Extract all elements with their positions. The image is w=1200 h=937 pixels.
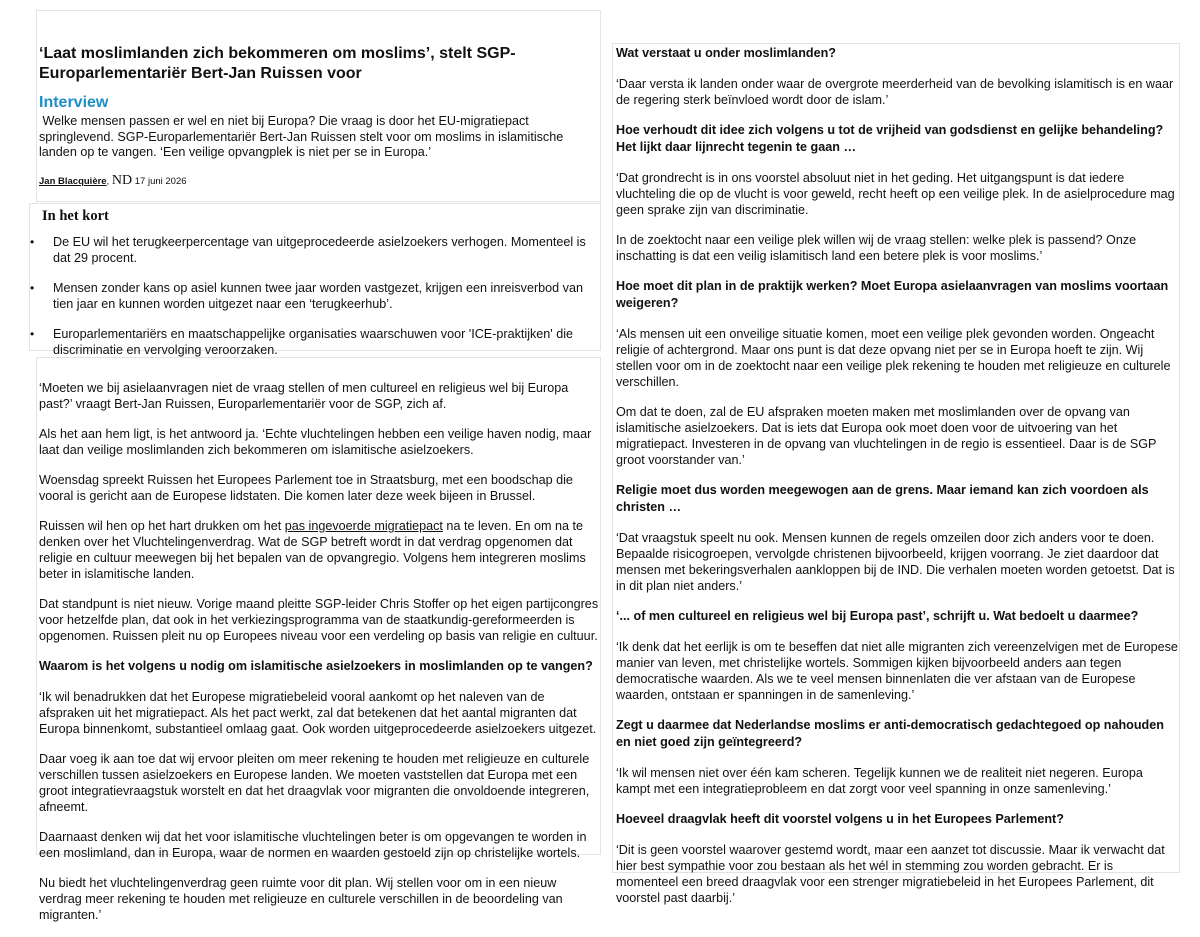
publish-date: 17 juni 2026 [134, 175, 187, 187]
article-header [39, 44, 599, 189]
article-intro: Welke mensen passen er wel en niet bij Europa? Die vraag is door het EU-migratiepact springlevend. SGP-Europarlementariër Bert-Jan Ruissen stelt voor om moslims in islamitische landen op te vangen. ‘Een veilige opvangplek is niet per se in Europa.’ [39, 114, 564, 159]
interview-answer: Om dat te doen, zal de EU afspraken moeten maken met moslimlanden over de opvang van islamitische asielzoekers. Dat is iets dat Europa ook moet doen voor de uitvoering van het migratiepact. Investeren in de opvang van vluchtelingen in de regio is essentieel. Daar is de SGP groot voorstander van.’ [616, 405, 1157, 467]
paragraph: Dat standpunt is niet nieuw. Vorige maand pleitte SGP-leider Chris Stoffer op het eigen partijcongres voor hetzelfde plan, dat ook in het verkiezingsprogramma van de staatkundig-gereformeerden is opgenomen. Ruissen pleit nu op Europees niveau voor een verdeling op basis van religie en cultuur. [39, 597, 599, 643]
interview-answer: Nu biedt het vluchtelingenverdrag geen ruimte voor dit plan. Wij stellen voor om in een nieuw verdrag meer rekening te houden met religieuze en culturele verschillen in de beoordeling van migranten.’ [39, 876, 563, 922]
interview-answer: ‘Dat vraagstuk speelt nu ook. Mensen kunnen de regels omzeilen door zich anders voor te doen. Bepaalde risicogroepen, vervolgde christenen bijvoorbeeld, krijgen voorrang. Je ziet daardoor dat mensen met bekeringsverhalen aankloppen bij de IND. Die verhalen moeten worden getoetst. Dat is in dit plan niet anders.’ [616, 531, 1175, 593]
interview-answer: Daarnaast denken wij dat het voor islamitische vluchtelingen beter is om opgevangen te worden in een moslimland, dan in Europa, waar de normen en waarden gestoeld zijn op christelijke wortels. [39, 830, 587, 860]
byline [39, 173, 599, 189]
summary-list-wrap [30, 234, 596, 372]
migratiepact-link[interactable]: pas ingevoerde migratiepact [284, 519, 443, 533]
summary-item: • Mensen zonder kans op asiel kunnen twee jaar worden vastgezet, krijgen een inreisverbod van tien jaar en kunnen worden uitgezet naar een ‘terugkeerhub’. [30, 281, 583, 311]
interview-answer: ‘Ik wil mensen niet over één kam scheren. Tegelijk kunnen we de realiteit niet negeren. Europa kampt met een integratieprobleem en dat zorgt voor veel spanning in onze samenleving.’ [616, 766, 1143, 796]
paragraph: Als het aan hem ligt, is het antwoord ja. ‘Echte vluchtelingen hebben een veilige haven nodig, maar laat dan veilige moslimlanden zich bekommeren om islamitische asielzoekers. [39, 427, 592, 457]
paragraph: ‘Moeten we bij asielaanvragen niet de vraag stellen of men cultureel en religieus wel bij Europa past?’ vraagt Bert-Jan Ruissen, Europarlementariër voor de SGP, zich af. [39, 381, 569, 411]
interview-question: Hoe verhoudt dit idee zich volgens u tot de vrijheid van godsdienst en gelijke behandeling? Het lijkt daar lijnrecht tegenin te gaan … [616, 123, 1164, 154]
article-title: ‘Laat moslimlanden zich bekommeren om moslims’, stelt SGP-Europarlementariër Bert-Jan Ruissen voor [39, 45, 516, 82]
interview-answer: ‘Ik denk dat het eerlijk is om te beseffen dat niet alle migranten zich vereenzelvigen met de Europese manier van leven, met christelijke wortels. Sommigen kijken bijvoorbeeld anders aan tegen democratische waarden. Als we te veel mensen binnenlaten die ver afstaan van de Europese waarden, ontstaan er spanningen in de samenleving.’ [616, 640, 1178, 702]
left-column [39, 380, 599, 937]
interview-question: Hoeveel draagvlak heeft dit voorstel volgens u in het Europees Parlement? [616, 812, 1064, 826]
paragraph: Ruissen wil hen op het hart drukken om het pas ingevoerde migratiepact na te leven. En om na te denken over het Vluchtelingenverdrag. Wat de SGP betreft wordt in dat verdrag opgenomen dat religie en cultuur meewegen bij het bepalen van de opvangregio. Volgens hem integreren moslims beter in islamitische landen. [39, 519, 586, 581]
bullet-icon: • [30, 327, 35, 341]
summary-item: • Europarlementariërs en maatschappelijke organisaties waarschuwen voor 'ICE-praktijken' die discriminatie en vervolging veroorzaken. [30, 327, 574, 357]
interview-answer: ‘Ik wil benadrukken dat het Europese migratiebeleid vooral aankomt op het naleven van de afspraken uit het migratiepact. Als het pact werkt, zal dat betekenen dat het aantal migranten dat Europa binnenkomt, substantieel omlaag gaat. Ook worden uitgeprocedeerde asielzoekers uitgezet. [39, 690, 597, 736]
interview-question: Wat verstaat u onder moslimlanden? [616, 46, 836, 60]
interview-question: Zegt u daarmee dat Nederlandse moslims er anti-democratisch gedachtegoed op nahouden en niet goed zijn geïntegreerd? [616, 718, 1164, 749]
interview-answer: In de zoektocht naar een veilige plek willen wij de vraag stellen: welke plek is passend? Onze inschatting is dat een veilig islamitisch land een betere plek is voor moslims.’ [616, 233, 1137, 263]
interview-answer: Daar voeg ik aan toe dat wij ervoor pleiten om meer rekening te houden met religieuze en culturele verschillen tussen asielzoekers en Europese landen. We moeten vaststellen dat Europa met een groot integratievraagstuk worstelt en dat het draagvlak voor migranten die onvoldoende integreren, afneemt. [39, 752, 590, 814]
author-link[interactable]: Jan Blacquière [39, 175, 107, 187]
summary-title: In het kort [42, 208, 109, 224]
right-column [616, 45, 1178, 920]
interview-answer: ‘Dit is geen voorstel waarover gestemd wordt, maar een aanzet tot discussie. Maar ik verwacht dat hier best sympathie voor zou bestaan als het wél in stemming zou worden gebracht. Er is momenteel een breed draagvlak voor een strenger migratiebeleid in het Europees Parlement, dit voorstel past daarbij.’ [616, 843, 1165, 905]
summary-section [42, 208, 597, 225]
interview-answer: ‘Als mensen uit een onveilige situatie komen, moet een veilige plek gevonden worden. Ongeacht religie of achtergrond. Maar ons punt is dat deze opvang niet per se in Europa hoeft te zijn. Wij stellen voor om in de zoektocht naar een veilige plek rekening te houden met religieuze en culturele verschillen. [616, 327, 1171, 389]
interview-question: Religie moet dus worden meegewogen aan de grens. Maar iemand kan zich voordoen als christen … [616, 483, 1149, 514]
interview-question: Waarom is het volgens u nodig om islamitische asielzoekers in moslimlanden op te vangen? [39, 659, 593, 673]
bullet-icon: • [30, 235, 35, 249]
byline-separator: , [106, 175, 110, 187]
interview-question: ‘... of men cultureel en religieus wel bij Europa past’, schrijft u. Wat bedoelt u daarmee? [616, 609, 1139, 623]
section-label: Interview [39, 94, 109, 111]
paragraph: Woensdag spreekt Ruissen het Europees Parlement toe in Straatsburg, met een boodschap die vooral is gericht aan de Europese lidstaten. Die komen later deze week bijeen in Brussel. [39, 473, 573, 503]
source-label: ND [111, 172, 133, 188]
interview-question: Hoe moet dit plan in de praktijk werken? Moet Europa asielaanvragen van moslims voortaan weigeren? [616, 279, 1169, 310]
interview-answer: ‘Daar versta ik landen onder waar de overgrote meerderheid van de bevolking islamitisch is en waar de regering sterk beïnvloed wordt door de islam.’ [616, 77, 1174, 107]
summary-item: • De EU wil het terugkeerpercentage van uitgeprocedeerde asielzoekers verhogen. Momenteel is dat 29 procent. [30, 235, 586, 265]
bullet-icon: • [30, 281, 35, 295]
interview-answer: ‘Dat grondrecht is in ons voorstel absoluut niet in het geding. Het uitgangspunt is dat iedere vluchteling die op de vlucht is voor geweld, recht heeft op een veilige plek. In de asielprocedure mag geen sprake zijn van discriminatie. [616, 171, 1175, 217]
summary-list [30, 234, 596, 358]
